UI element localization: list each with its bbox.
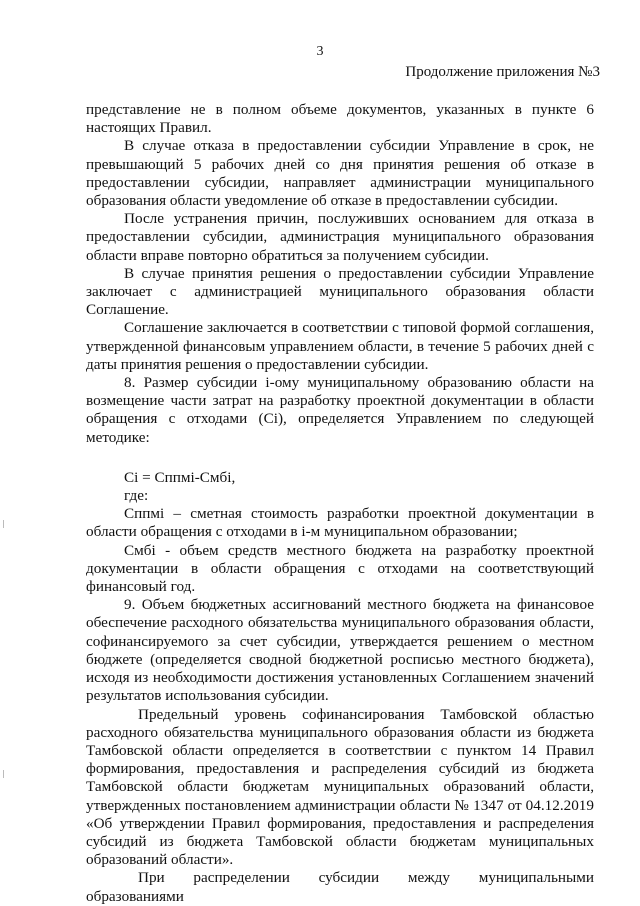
paragraph: В случае отказа в предоставлении субсидии Управление в срок, не превышающий 5 рабочих дней со дня принятия решения об отказе в предоставлении субсидии, направляет администрации муниципального образования области уведомление об отказе в предоставлении субсидии. (86, 137, 594, 210)
document-body (86, 101, 594, 906)
paragraph: Смбi - объем средств местного бюджета на разработку проектной документации в области обращения с отходами на соответствующий финансовый год. (86, 541, 594, 596)
paragraph: Соглашение заключается в соответствии с типовой формой соглашения, утвержденной финансовым управлением области, в течение 5 рабочих дней с даты принятия решения о предоставлении субсидии. (86, 319, 594, 373)
edge-tick (3, 520, 4, 528)
paragraph: Предельный уровень софинансирования Тамбовской областью расходного обязательства муниципального образования области из бюджета Тамбовской области определяется в соответствии с пунктом 14 Правил формирования, предоставления и распределения субсидий из бюджета Тамбовской области бюджетам муниципальных образований области, утвержденных постановлением администрации области № 1347 от 04.12.2019 «Об утверждении Правил формирования, предоставления и распределения субсидий из бюджета Тамбовской области бюджетам муниципальных образований области». (86, 705, 594, 869)
page-number: 3 (316, 44, 324, 59)
paragraph: В случае принятия решения о предоставлении субсидии Управление заключает с администрацией муниципального образования области Соглашение. (86, 264, 594, 319)
paragraph: При распределении субсидии между муниципальными образованиями (86, 869, 594, 905)
formula-where: где: (124, 487, 149, 505)
paragraph: Сппмi – сметная стоимость разработки проектной документации в области обращения с отходами в i-м муниципальном образовании; (86, 505, 594, 541)
paragraph: 8. Размер субсидии i-ому муниципальному образованию области на возмещение части затрат на разработку проектной документации в области обращения с отходами (Сi), определяется Управлением по следующей методике: (86, 374, 594, 446)
paragraph: После устранения причин, послуживших основанием для отказа в предоставлении субсидии, администрация муниципального образования области вправе повторно обратиться за получением субсидии. (86, 210, 594, 264)
paragraph: 9. Объем бюджетных ассигнований местного бюджета на финансовое обеспечение расходного обязательства муниципального образования области, софинансируемого за счет субсидии, утверждается решением о местном бюджете (определяется сводной бюджетной росписью местного бюджета), исходя из необходимости достижения установленных Соглашением значений результатов использования субсидии. (86, 596, 594, 705)
formula: Сi = Сппмi-Смбi, (124, 468, 236, 486)
paragraph: представление не в полном объеме документов, указанных в пункте 6 настоящих Правил. (86, 101, 594, 137)
appendix-header: Продолжение приложения №3 (405, 64, 600, 80)
edge-tick (3, 770, 4, 778)
